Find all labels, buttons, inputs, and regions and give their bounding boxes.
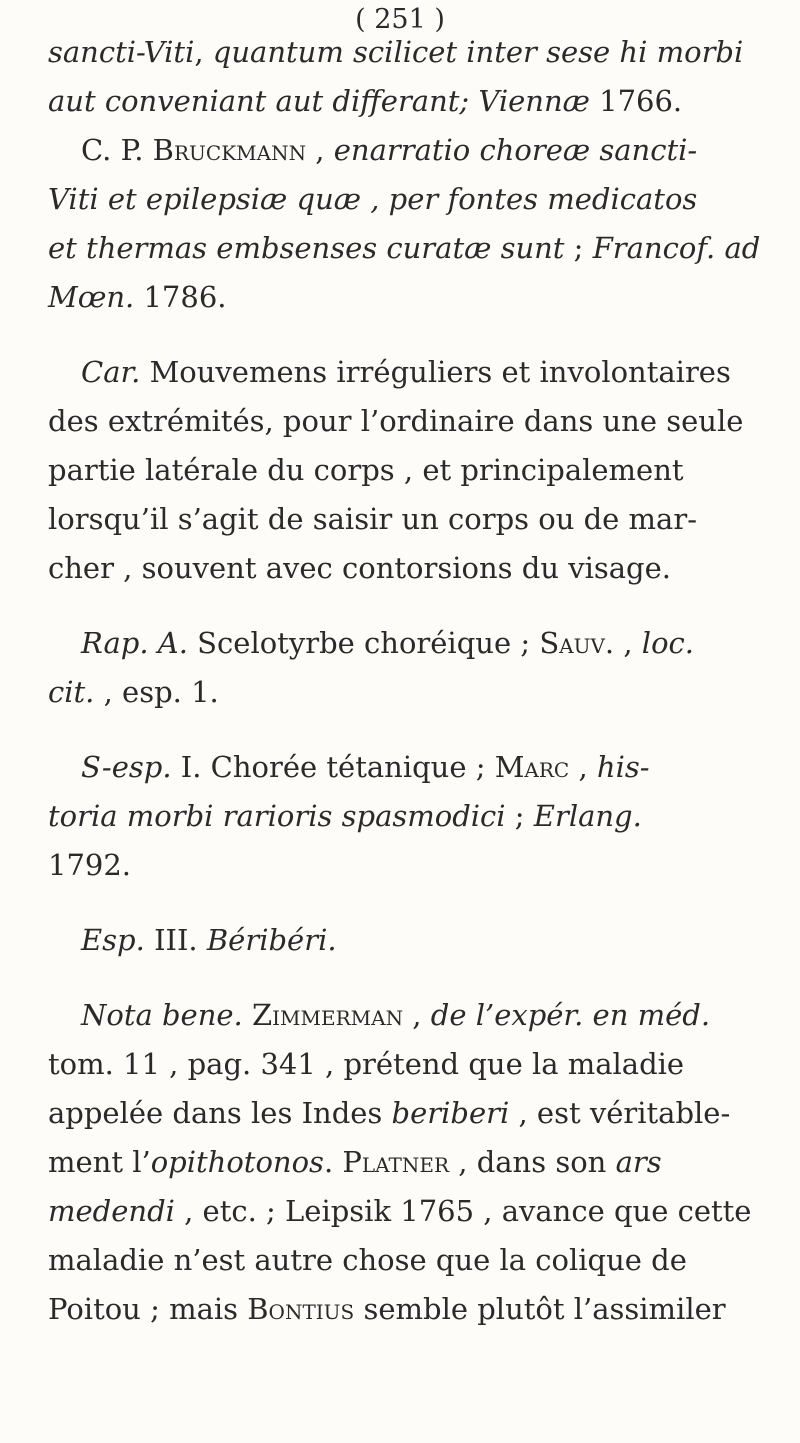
text-line: tom. 11 , pag. 341 , prétend que la maladie: [48, 1047, 685, 1081]
text-line: lorsqu’il s’agit de saisir un corps ou de mar-: [48, 502, 697, 536]
text-line: toria morbi rarioris spasmodici ; Erlang.: [48, 799, 642, 833]
text-line: 1792.: [48, 848, 132, 882]
text-line: Mœn. 1786.: [48, 280, 227, 314]
text-line: Esp. III. Béribéri.: [81, 923, 337, 957]
text-line: Nota bene. Zimmerman , de l’expér. en méd.: [81, 998, 711, 1032]
text-line: Rap. A. Scelotyrbe choréique ; Sauv. , loc.: [81, 626, 694, 660]
text-line: appelée dans les Indes beriberi , est véritable-: [48, 1096, 731, 1130]
text-line: Viti et epilepsiæ quæ , per fontes medicatos: [48, 182, 698, 216]
text-line: sancti-Viti, quantum scilicet inter sese hi morbi: [48, 35, 744, 69]
text-line: cher , souvent avec contorsions du visage.: [48, 551, 671, 585]
text-line: Poitou ; mais Bontius semble plutôt l’assimiler: [48, 1292, 726, 1326]
text-line: C. P. Bruckmann , enarratio choreæ sancti-: [81, 133, 698, 167]
text-line: cit. , esp. 1.: [48, 675, 219, 709]
text-line: ment l’opithotonos. Platner , dans son ars: [48, 1145, 662, 1179]
text-line: S-esp. I. Chorée tétanique ; Marc , his-: [81, 750, 650, 784]
text-line: maladie n’est autre chose que la colique de: [48, 1243, 687, 1277]
text-line: et thermas embsenses curatæ sunt ; Francof. ad: [48, 231, 761, 265]
text-line: aut conveniant aut differant; Viennæ 1766.: [48, 84, 683, 118]
text-line: medendi , etc. ; Leipsik 1765 , avance que cette: [48, 1194, 752, 1228]
text-line: partie latérale du corps , et principalement: [48, 453, 684, 487]
page-number: ( 251 ): [355, 4, 445, 35]
text-line: Car. Mouvemens irréguliers et involontaires: [81, 355, 731, 389]
text-line: des extrémités, pour l’ordinaire dans une seule: [48, 404, 744, 438]
